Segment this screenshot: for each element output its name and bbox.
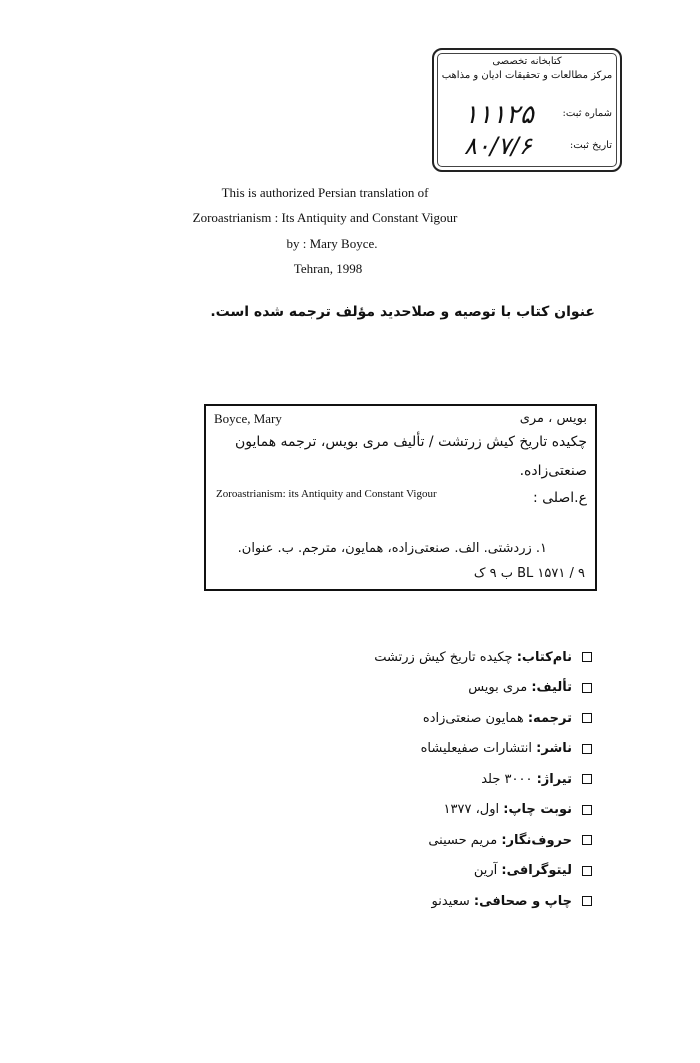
- list-item: نوبت چاپ: اول، ۱۳۷۷: [374, 795, 592, 826]
- card-subjects: ۱. زردشتی. الف. صنعتی‌زاده، همایون، مترجم. ب. عنوان.: [237, 541, 547, 556]
- checkbox-square-icon: [582, 713, 592, 723]
- stamp-number-value: ۱۱۱۲۵: [464, 100, 534, 130]
- checkbox-square-icon: [582, 652, 592, 662]
- card-call-number: BL ۱۵۷۱ / ۹ ب ۹ ک: [473, 566, 585, 581]
- persian-authorization-note: عنوان کتاب با توصیه و صلاحدید مؤلف ترجمه شده است.: [210, 304, 595, 320]
- list-item: ترجمه: همایون صنعتی‌زاده: [374, 703, 592, 734]
- card-original-title: Zoroastrianism: its Antiquity and Constant Vigour: [216, 488, 437, 500]
- book-info-list: [374, 642, 592, 917]
- list-item: چاپ و صحافی: سعیدنو: [374, 886, 592, 917]
- list-item: تیراژ: ۳۰۰۰ جلد: [374, 764, 592, 795]
- checkbox-square-icon: [582, 683, 592, 693]
- checkbox-square-icon: [582, 805, 592, 815]
- stamp-number-row: [444, 100, 612, 130]
- library-stamp: [432, 48, 622, 172]
- original-title: Zoroastrianism : Its Antiquity and Constant Vigour: [192, 210, 458, 225]
- stamp-date-label: تاریخ ثبت:: [569, 140, 612, 151]
- list-item: نام‌کتاب: چکیده تاریخ کیش زرتشت: [374, 642, 592, 673]
- card-original-label: ع.اصلی :: [532, 490, 587, 506]
- stamp-number-label: شماره ثبت:: [562, 108, 612, 119]
- stamp-date-row: [444, 132, 612, 162]
- list-item: لیتوگرافی: آرین: [374, 856, 592, 887]
- place-year: Tehran, 1998: [293, 261, 363, 276]
- checkbox-square-icon: [582, 866, 592, 876]
- stamp-subheader: مرکز مطالعات و تحقیقات ادیان و مذاهب: [441, 70, 613, 81]
- card-author-en: Boyce, Mary: [214, 411, 282, 426]
- card-title-line1: چکیده تاریخ کیش زرتشت / تألیف مری بویس، ترجمه همایون: [234, 434, 587, 450]
- card-title-line2: صنعتی‌زاده.: [519, 463, 587, 479]
- checkbox-square-icon: [582, 835, 592, 845]
- list-item: حروف‌نگار: مریم حسینی: [374, 825, 592, 856]
- translation-notice: This is authorized Persian translation of: [221, 185, 429, 200]
- checkbox-square-icon: [582, 744, 592, 754]
- stamp-date-value: ۸۰/۷/۶: [464, 132, 532, 160]
- checkbox-square-icon: [582, 896, 592, 906]
- stamp-header: کتابخانه تخصصی: [492, 56, 562, 67]
- catalog-card: [204, 404, 597, 591]
- list-item: تألیف: مری بویس: [374, 673, 592, 704]
- card-author-fa: بویس ، مری: [519, 411, 587, 426]
- original-author: by : Mary Boyce.: [286, 236, 378, 251]
- checkbox-square-icon: [582, 774, 592, 784]
- list-item: ناشر: انتشارات صفیعلیشاه: [374, 734, 592, 765]
